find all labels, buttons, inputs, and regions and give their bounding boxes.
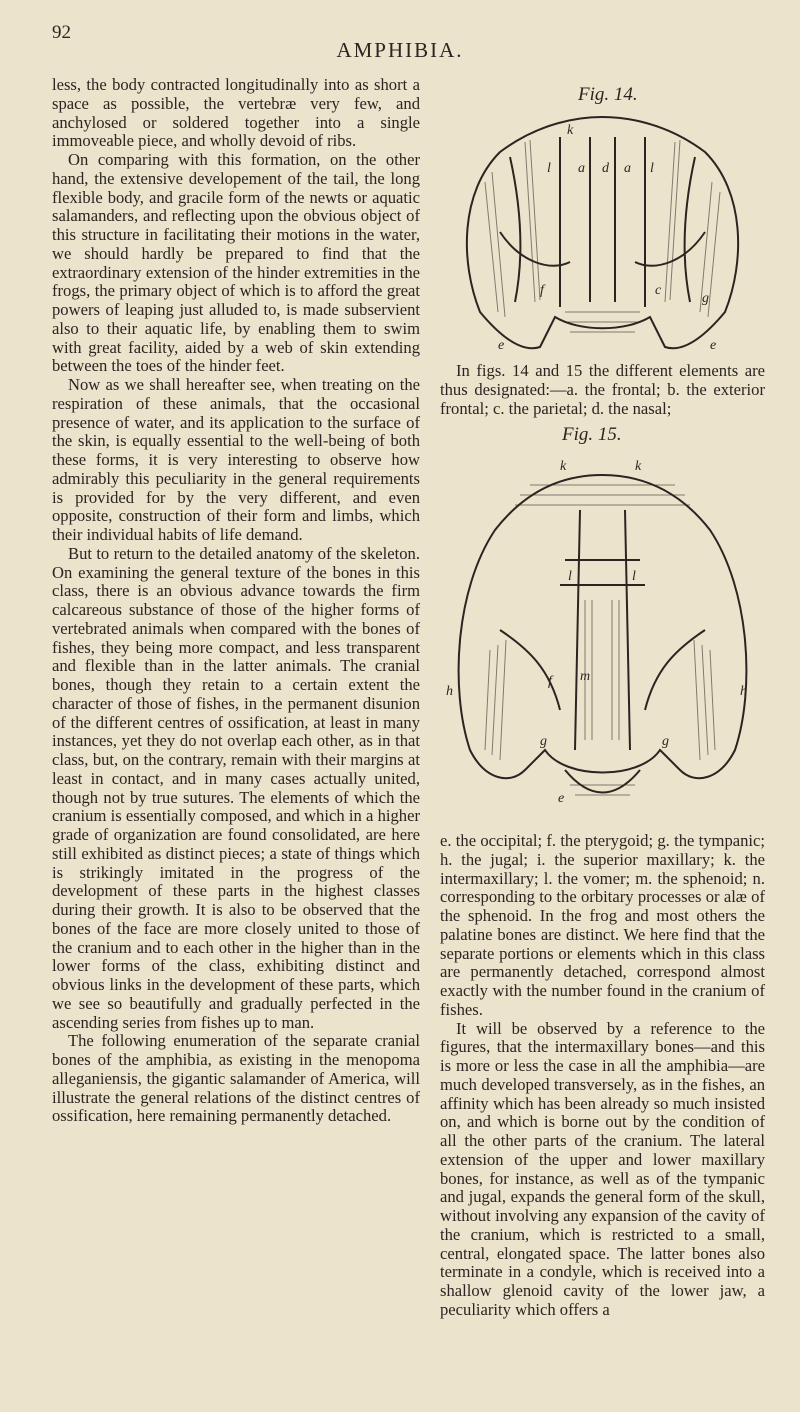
fig15-letter: f (548, 674, 552, 689)
fig15-letter: k (560, 459, 567, 474)
paragraph: e. the occipital; f. the pterygoid; g. the tympanic; h. the jugal; i. the superior maxillary; k. the intermaxillary; l. the vomer; m. the sphenoid; n. corresponding to the orbitary processes or alæ of the sphenoid. In the frog and most others the palatine bones are distinct. We here find that the separate portions or elements which in this class are permanently detached, correspond almost exactly with the number found in the cranium of fishes. (440, 831, 765, 1019)
fig14-letter: c (655, 283, 662, 298)
fig15-letter: e (558, 791, 565, 806)
paragraph: It will be observed by a reference to the figures, that the intermaxillary bones—and this is more or less the case in all the amphibia—are much developed transversely, as in the fishes, an affinity which has been already so much insisted on, and which is borne out by the condition of all the other parts of the cranium. The lateral extension of the upper and lower maxillary bones, for instance, as well as of the tympanic and jugal, expands the general form of the skull, without involving any expansion of the cavity of the cranium, which is restricted to a small, central, elongated space. The latter bones also terminate in a condyle, which is received into a shallow glenoid cavity of the lower jaw, a peculiarity which offers a (440, 1018, 765, 1319)
fig15-letter: l (632, 569, 636, 584)
fig15-letter: g (662, 734, 669, 749)
fig14-letter: a (624, 161, 631, 176)
left-column (52, 76, 420, 1126)
fig14-letter: k (567, 123, 574, 138)
caption-top (440, 362, 765, 418)
caption-paragraph: In figs. 14 and 15 the different elements are thus designated:—a. the frontal; b. the exterior frontal; c. the parietal; d. the nasal; (440, 361, 765, 418)
paragraph: less, the body contracted longitudinally into as short a space as possible, the vertebræ very few, and anchylosed or soldered together into a single immoveable piece, and wholly devoid of ribs. (52, 75, 420, 151)
fig14-letter: e (710, 338, 717, 353)
fig14-letter: f (540, 283, 544, 298)
fig14-letter: l (650, 161, 654, 176)
figure-14-label: Fig. 14. (578, 84, 638, 105)
fig14-letter: e (498, 338, 505, 353)
fig15-letter: h (740, 684, 747, 699)
fig15-letter: l (568, 569, 572, 584)
fig14-letter: d (602, 161, 609, 176)
fig15-letter: m (580, 669, 591, 684)
page-number: 92 (52, 22, 71, 43)
fig15-letter: k (635, 459, 642, 474)
fig14-letter: l (547, 161, 551, 176)
running-head: AMPHIBIA. (336, 38, 464, 62)
figure-15-skull-illustration (440, 450, 765, 825)
paragraph: Now as we shall hereafter see, when treating on the respiration of these animals, that the occasional presence of water, and its application to the surface of the skin, is equally essential to the well-being of both these forms, it is very interesting to observe how admirably this peculiarity in the general requirements is provided for by the very different, and even opposite, construction of their form and limbs, which their individual habits of life demand. (52, 375, 420, 544)
paragraph: On comparing with this formation, on the other hand, the extensive developement of the tail, the long flexible body, and gracile form of the newts or aquatic salamanders, and reflecting upon the obvious object of this structure in facilitating their motions in the water, we should hardly be prepared to find that the extraordinary extension of the hinder extremities in the frogs, the primary object of which is to afford the great powers of leaping just alluded to, is made subservient also to their aquatic life, by enabling them to swim with great facility, aided by a web of skin extending between the toes of the hinder feet. (52, 150, 420, 376)
paragraph: The following enumeration of the separate cranial bones of the amphibia, as existing in the menopoma alleganiensis, the gigantic salamander of America, will illustrate the general relations of the distinct centres of ossification, here remaining permanently detached. (52, 1031, 420, 1126)
fig15-letter: g (540, 734, 547, 749)
fig14-letter: a (578, 161, 585, 176)
paragraph: But to return to the detailed anatomy of the skeleton. On examining the general texture of the bones in this class, there is an obvious advance towards the firm calcareous substance of those of the higher forms of vertebrated animals when compared with the bones of fishes, they being more compact, and less transparent and flexible than in the latter animals. The cranial bones, though they retain to a certain extent the character of those of fishes, in the permanent disunion of the different centres of ossification, at least in many instances, yet they do not overlap each other, as in that class, but, on the contrary, remain with their margins at least in contact, and in many cases actually united, though not by true sutures. The elements of which the cranium is essentially composed, and which in a higher grade of organization are found consolidated, are here still exhibited as distinct pieces; a state of things which is strikingly imitated in the progress of the development of these parts in the highest classes during their growth. It is also to be observed that the bones of the face are more closely united to those of the cranium and to each other in the higher than in the lower forms of the class, exhibiting distinct and obvious links in the development of these parts, which we see so beautifully and gradually perfected in the ascending series from fishes up to man. (52, 543, 420, 1032)
right-column (440, 832, 765, 1320)
figure-15-label: Fig. 15. (562, 424, 622, 445)
figure-14-skull-illustration (440, 112, 765, 362)
fig15-letter: h (446, 684, 453, 699)
fig14-letter: g (702, 291, 709, 306)
